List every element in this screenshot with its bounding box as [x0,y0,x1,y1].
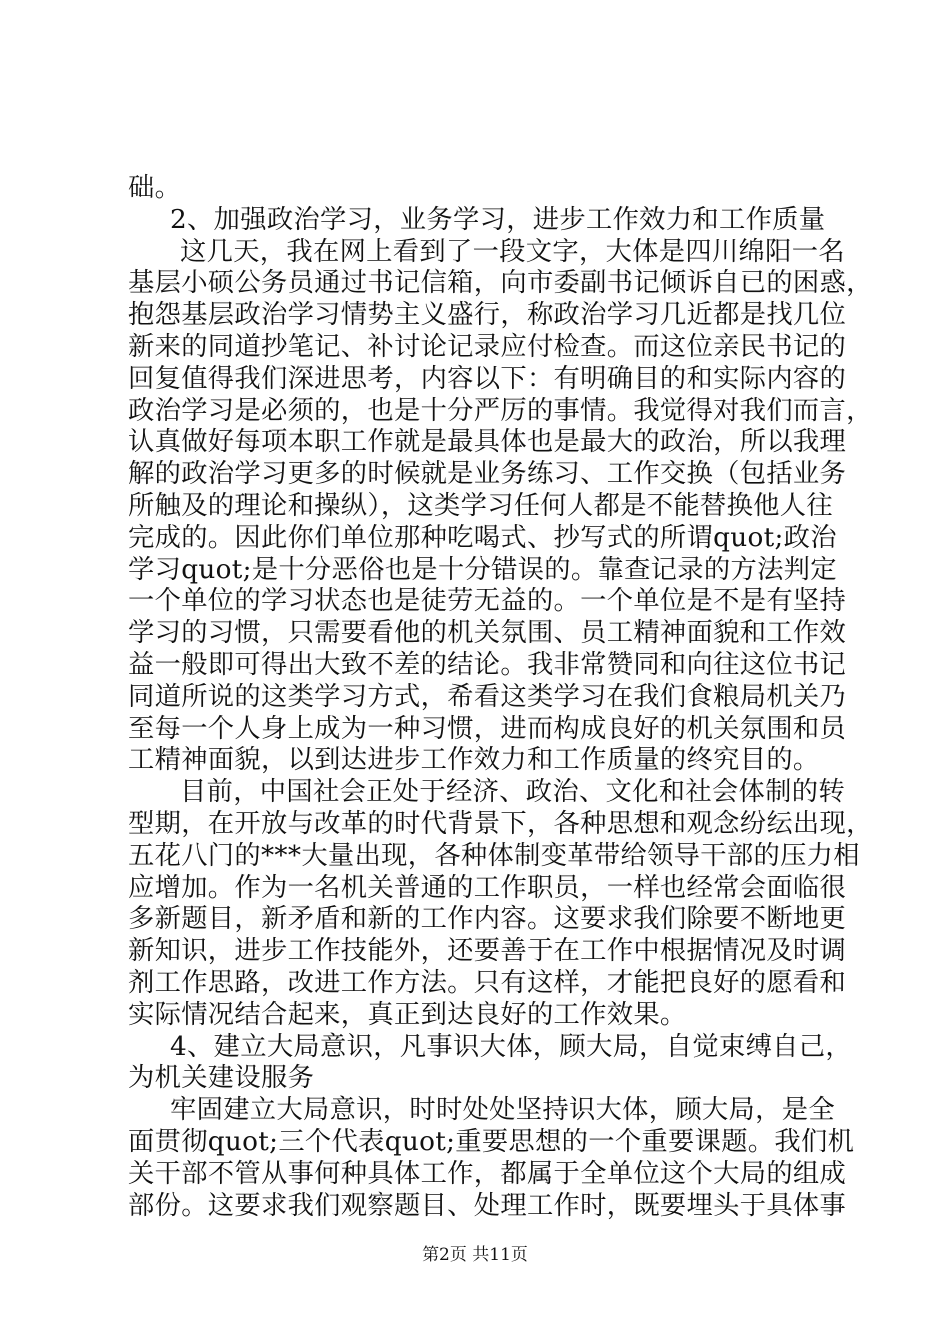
text-line: 五花八门的***大量出现，各种体制变革带给领导干部的压力相 [128,840,860,871]
text-line: 学习的习惯，只需要看他的机关氛围、员工精神面貌和工作效 [128,618,847,649]
text-line: 同道所说的这类学习方式，希看这类学习在我们食粮局机关乃 [128,681,847,712]
text-line: 基层小硕公务员通过书记信箱，向市委副书记倾诉自已的困惑， [128,268,873,299]
text-line: 所触及的理论和操纵），这类学习任何人都是不能替换他人往 [128,490,833,521]
text-line: 解的政治学习更多的时候就是业务练习、工作交换（包括业务 [128,459,847,490]
text-line: 一个单位的学习状态也是徒劳无益的。一个单位是不是有坚持 [128,586,847,617]
text-line: 础。 [128,173,182,203]
text-line: 多新题目，新矛盾和新的工作内容。这要求我们除要不断地更 [128,904,847,935]
text-line: 面贯彻quot;三个代表quot;重要思想的一个重要课题。我们机 [128,1126,855,1157]
text-line: 型期，在开放与改革的时代背景下，各种思想和观念纷纭出现， [128,808,873,839]
text-line: 为机关建设服务 [128,1063,315,1094]
text-line: 至每一个人身上成为一种习惯，进而构成良好的机关氛围和员 [128,713,847,744]
text-line: 部份。这要求我们观察题目、处理工作时，既要埋头于具体事 [128,1190,847,1221]
page-number-footer: 第2页 共11页 [422,1245,528,1265]
section-heading: 2、加强政治学习，业务学习，进步工作效力和工作质量 [170,204,826,235]
text-line: 完成的。因此你们单位那种吃喝式、抄写式的所谓quot;政治 [128,522,837,553]
text-line: 抱怨基层政治学习情势主义盛行，称政治学习几近都是找几位 [128,300,847,331]
text-line: 新知识，进步工作技能外，还要善于在工作中根据情况及时调 [128,936,847,967]
paragraph-start: 牢固建立大局意识，时时处处坚持识大体，顾大局，是全 [170,1095,835,1126]
section-heading: 4、建立大局意识，凡事识大体，顾大局，自觉束缚自己， [170,1031,852,1062]
paragraph-start: 这几天，我在网上看到了一段文字，大体是四川绵阳一名 [180,236,845,267]
document-body [128,173,873,1222]
text-line: 益一般即可得出大致不差的结论。我非常赞同和向往这位书记 [128,649,847,680]
text-line: 剂工作思路，改进工作方法。只有这样，才能把良好的愿看和 [128,967,847,998]
text-line: 学习quot;是十分恶俗也是十分错误的。靠查记录的方法判定 [128,554,837,585]
text-line: 认真做好每项本职工作就是最具体也是最大的政治，所以我理 [128,427,847,458]
text-line: 关干部不管从事何种具体工作，都属于全单位这个大局的组成 [128,1158,847,1189]
text-line: 新来的同道抄笔记、补讨论记录应付检查。而这位亲民书记的 [128,331,847,362]
text-line: 政治学习是必须的，也是十分严厉的事情。我觉得对我们而言， [128,395,873,426]
text-line: 实际情况结合起来，真正到达良好的工作效果。 [128,999,687,1030]
text-line: 回复值得我们深进思考，内容以下：有明确目的和实际内容的 [128,363,847,394]
text-line: 应增加。作为一名机关普通的工作职员，一样也经常会面临很 [128,872,847,903]
paragraph-start: 目前，中国社会正处于经济、政治、文化和社会体制的转 [180,777,845,808]
text-line: 工精神面貌，以到达进步工作效力和工作质量的终究目的。 [128,745,820,776]
